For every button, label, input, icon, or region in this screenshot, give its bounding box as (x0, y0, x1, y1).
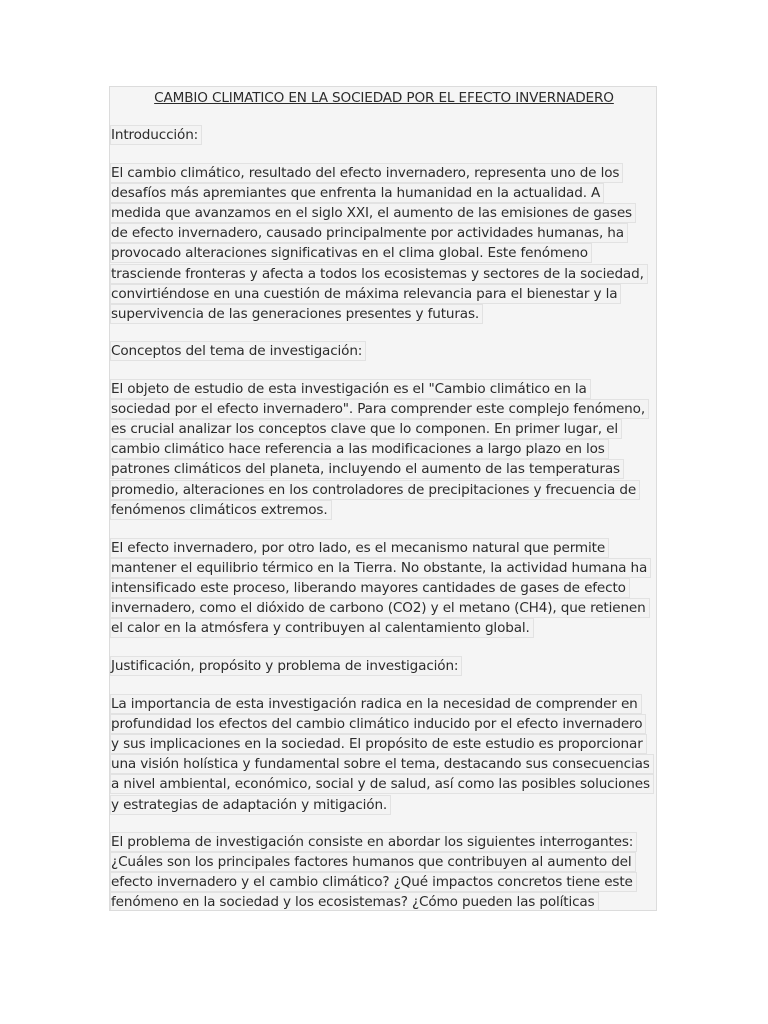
paragraph-line-text: fenómeno en la sociedad y los ecosistemas? ¿Cómo pueden las políticas (110, 892, 599, 911)
paragraph-line (110, 439, 609, 459)
paragraph-line-text: invernadero, como el dióxido de carbono (CO2) y el metano (CH4), que retienen (110, 598, 650, 618)
paragraph-line (110, 578, 630, 598)
paragraph-line (110, 264, 648, 284)
paragraph-line-text: cambio climático hace referencia a las modificaciones a largo plazo en los (110, 439, 609, 459)
document-page (109, 86, 657, 911)
paragraph-line (110, 734, 647, 754)
paragraph-line-text: El cambio climático, resultado del efecto invernadero, representa uno de los (110, 163, 623, 183)
section-heading-text: Introducción: (110, 125, 202, 145)
paragraph-line-text: de efecto invernadero, causado principalmente por actividades humanas, ha (110, 223, 628, 243)
paragraph-line (110, 379, 591, 399)
section-heading-text: Justificación, propósito y problema de investigación: (110, 656, 462, 676)
paragraph-line (110, 480, 640, 500)
paragraph-line-text: La importancia de esta investigación radica en la necesidad de comprender en (110, 694, 642, 714)
paragraph-line (110, 304, 483, 324)
paragraph-line-text: medida que avanzamos en el siglo XXI, el aumento de las emisiones de gases (110, 203, 636, 223)
paragraph-line (110, 598, 650, 618)
paragraph-line (110, 500, 332, 520)
paragraph-line-text: supervivencia de las generaciones presentes y futuras. (110, 304, 483, 324)
paragraph-line-text: una visión holística y fundamental sobre el tema, destacando sus consecuencias (110, 754, 654, 774)
paragraph-line (110, 795, 391, 815)
paragraph-line (110, 694, 642, 714)
paragraph-line (110, 558, 651, 578)
paragraph-line (110, 774, 654, 794)
paragraph-line (110, 284, 621, 304)
paragraph-line (110, 618, 534, 638)
paragraph-line-text: fenómenos climáticos extremos. (110, 500, 332, 520)
paragraph-line (110, 892, 599, 911)
paragraph-line (110, 872, 637, 892)
section-heading (110, 656, 462, 676)
section-heading (110, 125, 202, 145)
paragraph-line-text: y sus implicaciones en la sociedad. El propósito de este estudio es proporcionar (110, 734, 647, 754)
paragraph-line-text: a nivel ambiental, económico, social y de salud, así como las posibles soluciones (110, 774, 654, 794)
paragraph-line (110, 419, 622, 439)
paragraph-line (110, 852, 636, 872)
paragraph-line (110, 399, 649, 419)
paragraph-line-text: ¿Cuáles son los principales factores humanos que contribuyen al aumento del (110, 852, 636, 872)
paragraph-line-text: provocado alteraciones significativas en el clima global. Este fenómeno (110, 243, 592, 263)
paragraph-line-text: mantener el equilibrio térmico en la Tierra. No obstante, la actividad humana ha (110, 558, 651, 578)
paragraph-line-text: trasciende fronteras y afecta a todos los ecosistemas y sectores de la sociedad, (110, 264, 648, 284)
paragraph-line (110, 203, 636, 223)
paragraph-line-text: desafíos más apremiantes que enfrenta la humanidad en la actualidad. A (110, 183, 604, 203)
paragraph-line-text: promedio, alteraciones en los controladores de precipitaciones y frecuencia de (110, 480, 640, 500)
paragraph-line-text: El problema de investigación consiste en abordar los siguientes interrogantes: (110, 832, 637, 852)
paragraph-line (110, 714, 646, 734)
paragraph-line-text: intensificado este proceso, liberando mayores cantidades de gases de efecto (110, 578, 630, 598)
paragraph-line (110, 538, 609, 558)
paragraph-line-text: y estrategias de adaptación y mitigación. (110, 795, 391, 815)
paragraph-line (110, 223, 628, 243)
paragraph-line-text: convirtiéndose en una cuestión de máxima relevancia para el bienestar y la (110, 284, 621, 304)
paragraph-line (110, 832, 637, 852)
paragraph-line (110, 754, 654, 774)
paragraph-line (110, 243, 592, 263)
section-heading (110, 341, 366, 361)
paragraph-line-text: patrones climáticos del planeta, incluyendo el aumento de las temperaturas (110, 459, 624, 479)
paragraph-line (110, 163, 623, 183)
paragraph-line (110, 459, 624, 479)
paragraph-line-text: profundidad los efectos del cambio climático inducido por el efecto invernadero (110, 714, 646, 734)
paragraph-line-text: el calor en la atmósfera y contribuyen al calentamiento global. (110, 618, 534, 638)
paragraph-line (110, 183, 604, 203)
section-heading-text: Conceptos del tema de investigación: (110, 341, 366, 361)
paragraph-line-text: es crucial analizar los conceptos clave que lo componen. En primer lugar, el (110, 419, 622, 439)
paragraph-line-text: El efecto invernadero, por otro lado, es el mecanismo natural que permite (110, 538, 609, 558)
paragraph-line-text: El objeto de estudio de esta investigación es el "Cambio climático en la (110, 379, 591, 399)
document-title-text: CAMBIO CLIMATICO EN LA SOCIEDAD POR EL EFECTO INVERNADERO (154, 90, 614, 106)
paragraph-line-text: sociedad por el efecto invernadero". Para comprender este complejo fenómeno, (110, 399, 649, 419)
paragraph-line-text: efecto invernadero y el cambio climático? ¿Qué impactos concretos tiene este (110, 872, 637, 892)
document-title (110, 88, 657, 108)
